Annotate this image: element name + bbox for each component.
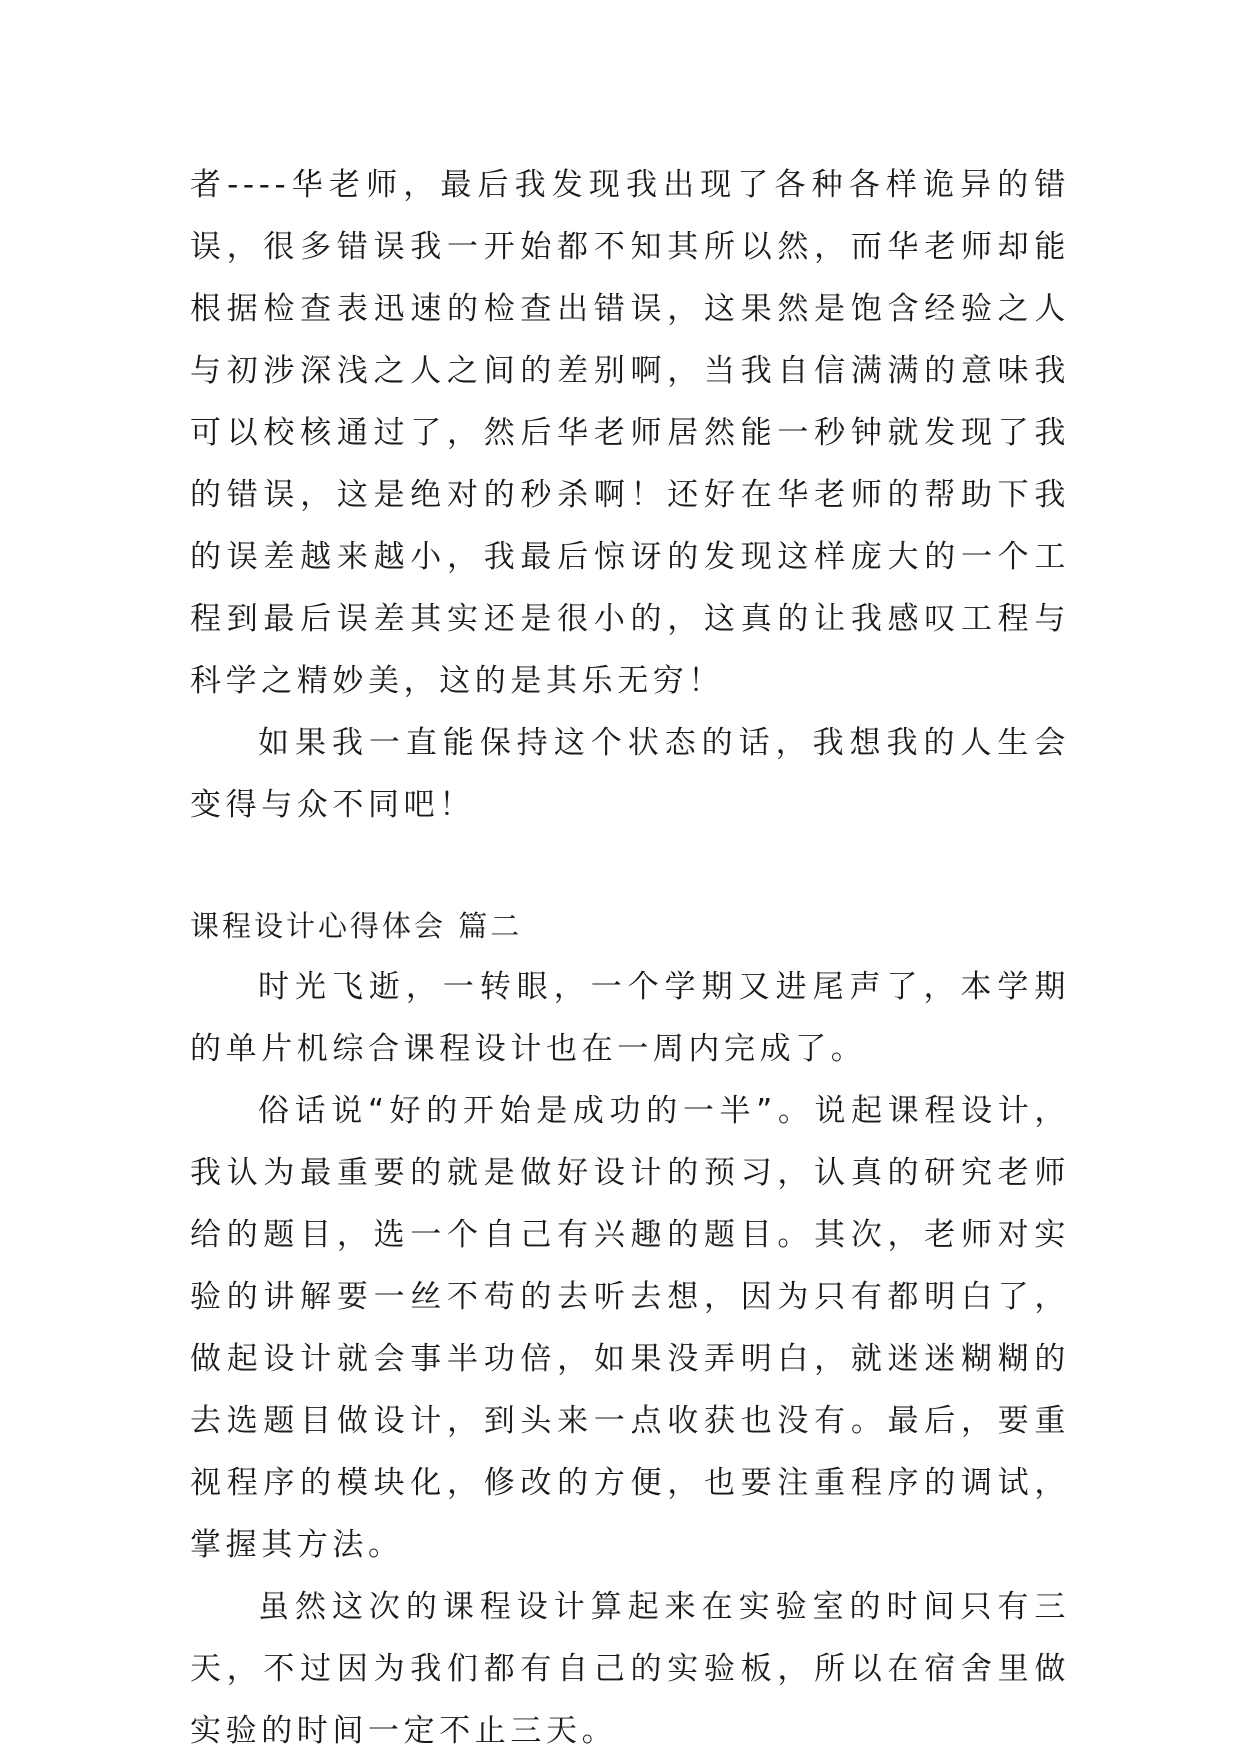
paragraph-conclusion: 如果我一直能保持这个状态的话，我想我的人生会变得与众不同吧！ [190, 725, 1070, 823]
paragraph-intro: 时光飞逝，一转眼，一个学期又进尾声了，本学期的单片机综合课程设计也在一周内完成了。 [190, 969, 1070, 1067]
paragraph-lab-time: 虽然这次的课程设计算起来在实验室的时间只有三天，不过因为我们都有自己的实验板，所以在宿舍里做实验的时间一定不止三天。 [190, 1589, 1070, 1749]
paragraph-continuation: 者----华老师，最后我发现我出现了各种各样诡异的错误，很多错误我一开始都不知其所以然，而华老师却能根据检查表迅速的检查出错误，这果然是饱含经验之人与初涉深浅之人之间的差别啊，当我自信满满的意味我可以校核通过了，然后华老师居然能一秒钟就发现了我的错误，这是绝对的秒杀啊！还好在华老师的帮助下我的误差越来越小，我最后惊讶的发现这样庞大的一个工程到最后误差其实还是很小的，这真的让我感叹工程与科学之精妙美，这的是其乐无穷！ [190, 167, 1070, 699]
paragraph-preparation: 俗话说“好的开始是成功的一半”。说起课程设计，我认为最重要的就是做好设计的预习，认真的研究老师给的题目，选一个自己有兴趣的题目。其次，老师对实验的讲解要一丝不苟的去听去想，因为只有都明白了，做起设计就会事半功倍，如果没弄明白，就迷迷糊糊的去选题目做设计，到头来一点收获也没有。最后，要重视程序的模块化，修改的方便，也要注重程序的调试，掌握其方法。 [190, 1093, 1070, 1563]
document-page [190, 154, 1070, 1762]
section-heading: 课程设计心得体会 篇二 [190, 909, 523, 943]
